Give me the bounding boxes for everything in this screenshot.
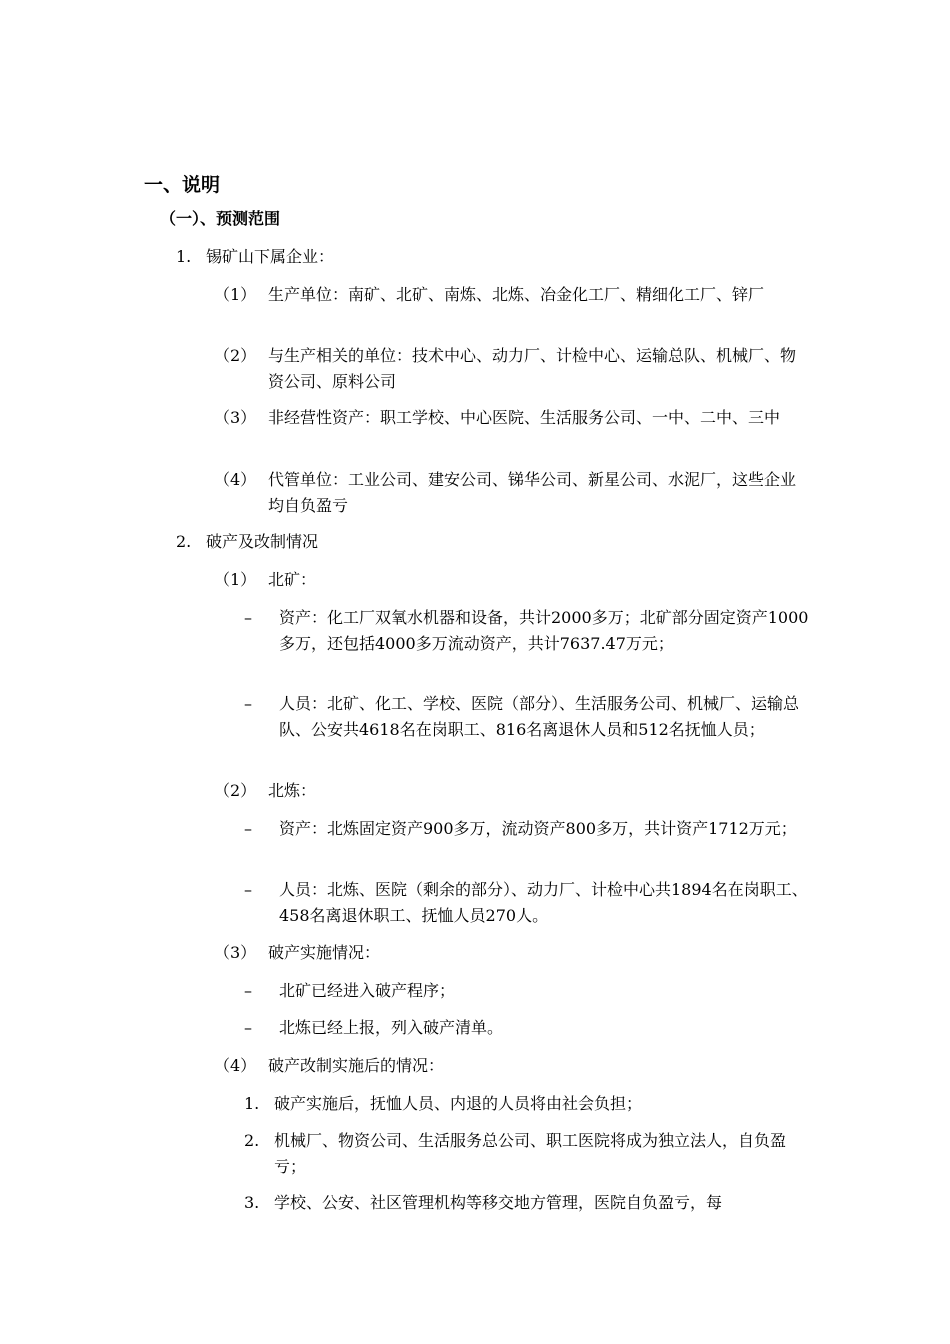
bullet-text: 资产：北炼固定资产900多万，流动资产800多万，共计资产1712万元； bbox=[279, 819, 797, 838]
section-heading: 一、说明 bbox=[144, 174, 221, 196]
bullet-item bbox=[0, 691, 950, 769]
dash-marker: – bbox=[244, 819, 252, 838]
list-item-1 bbox=[0, 244, 950, 270]
sublist-item bbox=[0, 467, 950, 519]
numbered-item bbox=[0, 1190, 950, 1216]
bullet-item bbox=[0, 816, 950, 868]
sublist-marker: （3） bbox=[214, 943, 257, 962]
sublist-marker: （2） bbox=[214, 781, 257, 800]
list-title: 锡矿山下属企业： bbox=[206, 247, 335, 266]
bullet-item bbox=[0, 605, 950, 683]
sublist-item bbox=[0, 343, 950, 395]
number-marker: 1. bbox=[244, 1094, 260, 1113]
numbered-item bbox=[0, 1128, 950, 1180]
sublist-text: 与生产相关的单位：技术中心、动力厂、计检中心、运输总队、机械厂、物资公司、原料公司 bbox=[268, 346, 797, 391]
subsection-heading: （一）、预测范围 bbox=[160, 209, 281, 228]
dash-marker: – bbox=[244, 1018, 252, 1037]
bullet-text: 北炼已经上报，列入破产清单。 bbox=[279, 1018, 504, 1037]
bullet-item bbox=[0, 877, 950, 929]
bullet-item bbox=[0, 1015, 950, 1041]
sublist-title: 北炼： bbox=[268, 781, 317, 800]
sublist-title: 北矿： bbox=[268, 570, 317, 589]
sublist-title: 破产实施情况： bbox=[268, 943, 381, 962]
sublist-text: 生产单位：南矿、北矿、南炼、北炼、冶金化工厂、精细化工厂、锌厂 bbox=[268, 285, 765, 304]
sublist-text: 非经营性资产：职工学校、中心医院、生活服务公司、一中、二中、三中 bbox=[268, 408, 781, 427]
list-title: 破产及改制情况 bbox=[206, 532, 319, 551]
sublist-marker: （1） bbox=[214, 570, 257, 589]
sublist-marker: （4） bbox=[214, 1056, 257, 1075]
list-item-2 bbox=[0, 529, 950, 555]
sublist-item-after bbox=[0, 1053, 950, 1079]
dash-marker: – bbox=[244, 981, 252, 1000]
bullet-item bbox=[0, 978, 950, 1004]
dash-marker: – bbox=[244, 880, 252, 899]
sublist-marker: （3） bbox=[214, 408, 257, 427]
bullet-text: 人员：北炼、医院（剩余的部分）、动力厂、计检中心共1894名在岗职工、458名离退休职工、抚恤人员270人。 bbox=[279, 880, 808, 925]
numbered-text: 机械厂、物资公司、生活服务总公司、职工医院将成为独立法人，自负盈亏； bbox=[274, 1131, 787, 1176]
bullet-text: 北矿已经进入破产程序； bbox=[279, 981, 456, 1000]
sublist-marker: （2） bbox=[214, 346, 257, 365]
number-marker: 2. bbox=[244, 1131, 260, 1150]
bullet-text: 资产：化工厂双氧水机器和设备，共计2000多万；北矿部分固定资产1000多万，还包括4000多万流动资产，共计7637.47万元； bbox=[279, 608, 809, 653]
numbered-text: 学校、公安、社区管理机构等移交地方管理，医院自负盈亏，每 bbox=[274, 1193, 723, 1212]
numbered-item bbox=[0, 1091, 950, 1117]
dash-marker: – bbox=[244, 694, 252, 713]
sublist-item-beilian bbox=[0, 778, 950, 804]
sublist-marker: （4） bbox=[214, 470, 257, 489]
list-marker: 1. bbox=[176, 247, 192, 266]
sublist-title: 破产改制实施后的情况： bbox=[268, 1056, 445, 1075]
sublist-item bbox=[0, 282, 950, 334]
sublist-item-implementation bbox=[0, 940, 950, 966]
sublist-marker: （1） bbox=[214, 285, 257, 304]
dash-marker: – bbox=[244, 608, 252, 627]
number-marker: 3. bbox=[244, 1193, 260, 1212]
sublist-item-beikuang bbox=[0, 567, 950, 593]
bullet-text: 人员：北矿、化工、学校、医院（部分）、生活服务公司、机械厂、运输总队、公安共4618名在岗职工、816名离退休人员和512名抚恤人员； bbox=[279, 694, 800, 739]
sublist-item bbox=[0, 405, 950, 457]
numbered-text: 破产实施后，抚恤人员、内退的人员将由社会负担； bbox=[274, 1094, 643, 1113]
sublist-text: 代管单位：工业公司、建安公司、锑华公司、新星公司、水泥厂，这些企业均自负盈亏 bbox=[268, 470, 797, 515]
list-marker: 2. bbox=[176, 532, 192, 551]
